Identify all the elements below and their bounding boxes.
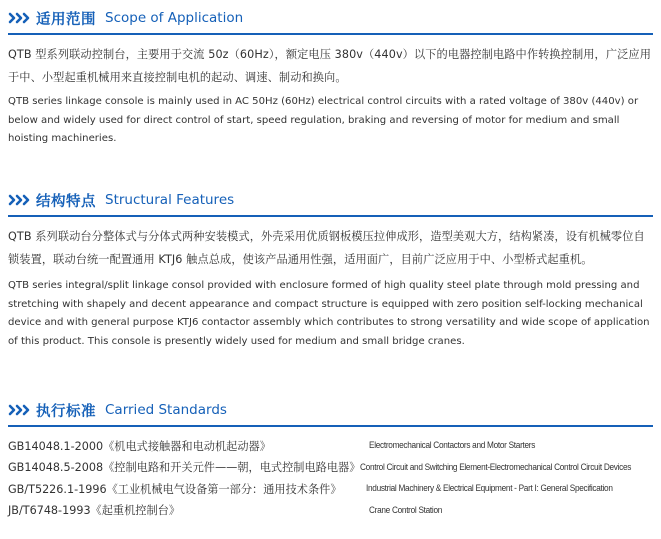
section-text-cn: QTB 系列联动台分整体式与分体式两种安装模式，外壳采用优质钢板模压拉伸成形，造型美观大方，结构紧凑，设有机械零位自锁装置，联动台统一配置通用 KTJ6 触点总成，使该产品通用性强，适用面广，目前广泛应用于中、小型桥式起重机。 bbox=[8, 230, 645, 266]
standard-title-en: Industrial Machinery & Electrical Equipment - Part I: General Specification bbox=[366, 483, 613, 495]
section-scope-of-application bbox=[8, 6, 653, 149]
section-heading bbox=[8, 6, 653, 30]
standards-list bbox=[8, 435, 653, 521]
section-divider bbox=[8, 425, 653, 427]
section-heading bbox=[8, 398, 653, 422]
section-text-cn: QTB 型系列联动控制台，主要用于交流 50z（60Hz），额定电压 380v（440v）以下的电器控制电路中作转换控制用，广泛应用于中、小型起重机械用来直接控制电机的起动、调速、制动和换向。 bbox=[8, 48, 651, 84]
section-title-en: Scope of Application bbox=[105, 10, 244, 26]
section-structural-features bbox=[8, 188, 653, 351]
triple-chevron-icon bbox=[8, 404, 30, 416]
standard-row bbox=[8, 435, 653, 457]
triple-chevron-icon bbox=[8, 194, 30, 206]
section-title-cn: 适用范围 bbox=[36, 11, 96, 28]
standard-code-cn: GB/T5226.1-1996《工业机械电气设备第一部分：通用技术条件》 bbox=[8, 482, 342, 496]
section-title-cn: 执行标准 bbox=[36, 403, 96, 420]
standard-code-cn: GB14048.5-2008《控制电路和开关元件——朝，电式控制电路电器》 bbox=[8, 461, 361, 475]
section-divider bbox=[8, 33, 653, 35]
standard-code-cn: GB14048.1-2000《机电式接触器和电动机起动器》 bbox=[8, 439, 271, 453]
section-carried-standards bbox=[8, 398, 653, 521]
standard-row bbox=[8, 457, 653, 479]
section-text-en: QTB series linkage console is mainly used in AC 50Hz (60Hz) electrical control circuits with a rated voltage of 380v (440v) or below and widely used for direct control of start, speed regulation, braking and reversing of motor for medium and small hoisting machineries. bbox=[8, 96, 639, 144]
triple-chevron-icon bbox=[8, 12, 30, 24]
standard-title-en: Control Circuit and Switching Element-Electromechanical Control Circuit Devices bbox=[360, 461, 632, 473]
section-title-en: Structural Features bbox=[105, 192, 235, 208]
section-divider bbox=[8, 215, 653, 217]
standard-row bbox=[8, 500, 653, 522]
standard-title-en: Electromechanical Contactors and Motor Starters bbox=[369, 440, 536, 452]
section-title-en: Carried Standards bbox=[105, 402, 227, 418]
section-heading bbox=[8, 188, 653, 212]
section-text-en: QTB series integral/split linkage consol provided with enclosure formed of high quality steel plate through mold pressing and stretching with shapely and decent appearance and compact structure is equipped with zero position self-locking mechanical device and with general purpose KTJ6 contactor assembly which contributes to strong versatility and wide scope of application of this product. This console is presently widely used for medium and small bridge cranes. bbox=[8, 280, 650, 347]
standard-row bbox=[8, 478, 653, 500]
standard-title-en: Crane Control Station bbox=[369, 504, 443, 516]
standard-code-cn: JB/T6748-1993《起重机控制台》 bbox=[8, 504, 181, 518]
section-title-cn: 结构特点 bbox=[36, 193, 96, 210]
